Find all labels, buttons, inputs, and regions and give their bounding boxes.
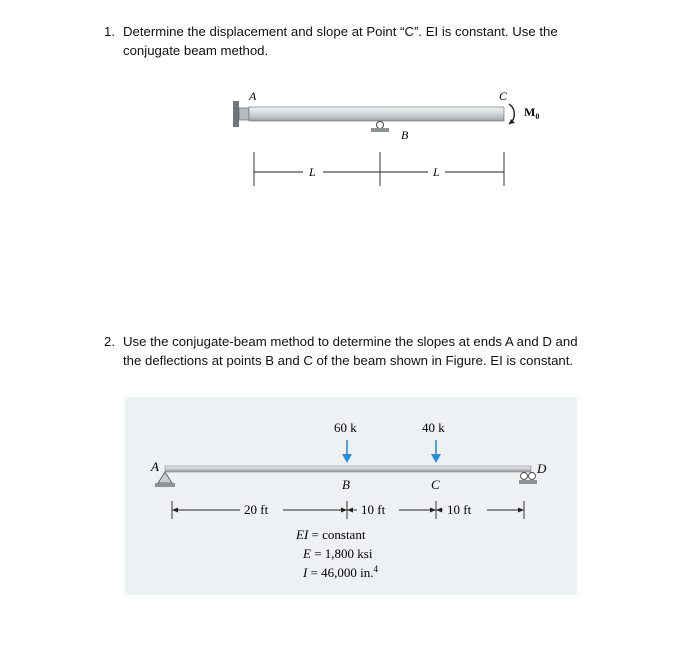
problem-1-number: 1. — [104, 24, 115, 39]
problem-1-line-2: conjugate beam method. — [123, 43, 269, 58]
problem-2-statement — [104, 332, 624, 372]
problem-2-line-2: the deflections at points B and C of the beam shown in Figure. EI is constant. — [123, 353, 574, 368]
label-a: A — [249, 89, 257, 103]
dimension-lines — [254, 152, 504, 186]
moment-arrowhead — [509, 119, 515, 124]
problem-2-line-1: Use the conjugate-beam method to determine the slopes at ends A and D and — [123, 334, 578, 349]
load-60k-label: 60 k — [334, 420, 357, 435]
label-moment: $M_0$ — [524, 105, 540, 121]
label-d: D — [537, 461, 547, 476]
problem-1-line-1: Determine the displacement and slope at Point “C”. EI is constant. Use the — [123, 24, 558, 39]
property-ei: EI = constant — [296, 527, 366, 542]
dim-20ft: 20 ft — [244, 502, 269, 517]
beam-2 — [165, 466, 531, 472]
label-c: C — [431, 477, 440, 492]
problem-1-statement — [104, 22, 624, 62]
span-left: L — [309, 165, 316, 179]
dim-10ft-bc: 10 ft — [361, 502, 386, 517]
support-b — [371, 122, 389, 133]
property-e: E = 1,800 ksi — [303, 546, 373, 561]
label-a: A — [151, 459, 159, 474]
span-right: L — [433, 165, 440, 179]
problem-2-number: 2. — [104, 334, 115, 349]
beam-1 — [249, 107, 504, 121]
problem-2-figure — [125, 397, 577, 595]
dim-10ft-cd: 10 ft — [447, 502, 472, 517]
load-40k-label: 40 k — [422, 420, 445, 435]
label-b: B — [401, 128, 409, 142]
property-i: I = 46,000 in.$^4$ — [303, 564, 379, 580]
problem-1-figure — [225, 82, 565, 192]
label-b: B — [342, 477, 350, 492]
label-c: C — [499, 89, 508, 103]
